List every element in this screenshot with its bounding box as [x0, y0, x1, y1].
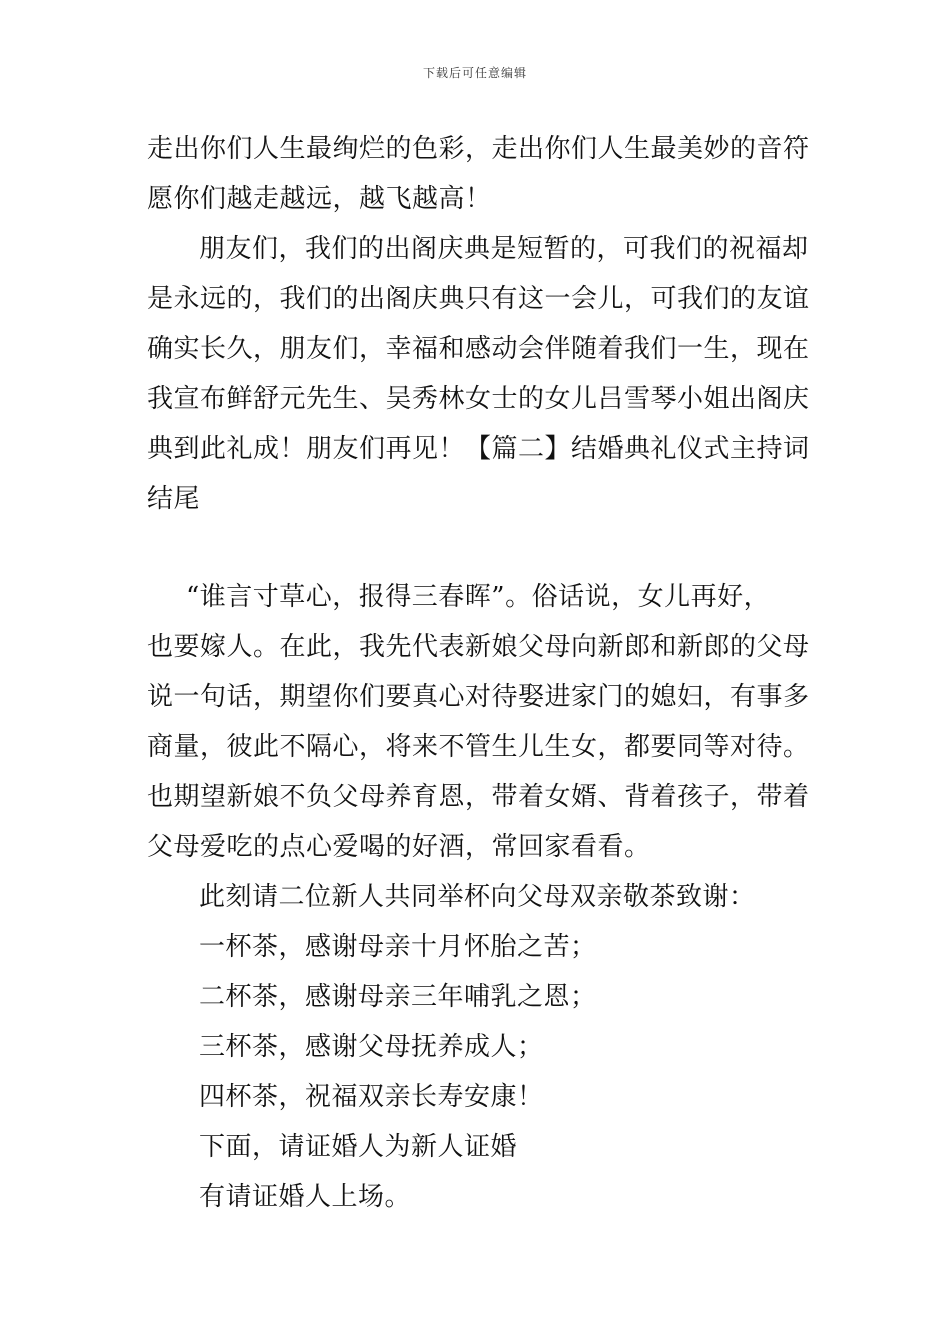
text-line: “谁言寸草心，报得三春晖”。俗话说，女儿再好，: [186, 582, 771, 612]
text-line: 朋友们，我们的出阁庆典是短暂的，可我们的祝福却: [199, 234, 809, 264]
tea-ceremony-list: [147, 872, 807, 1222]
list-line: 一杯茶，感谢母亲十月怀胎之苦；: [199, 932, 597, 962]
text-line: 也要嫁人。在此，我先代表新娘父母向新郎和新郎的父母: [147, 632, 810, 662]
text-line: 结尾: [147, 484, 201, 514]
text-line: 确实长久，朋友们，幸福和感动会伴随着我们一生，现在: [147, 334, 810, 364]
text-line: 愿你们越走越远，越飞越高！: [147, 184, 492, 214]
text-line: 我宣布鲜舒元先生、吴秀林女士的女儿吕雪琴小姐出阁庆: [147, 384, 810, 414]
text-line: 商量，彼此不隔心，将来不管生儿生女，都要同等对待。: [147, 732, 810, 762]
text-line: 说一句话，期望你们要真心对待娶进家门的媳妇，有事多: [147, 682, 810, 712]
paragraph-2: [147, 224, 810, 524]
text-line: 也期望新娘不负父母养育恩，带着女婿、背着孩子，带着: [147, 782, 810, 812]
text-line: 是永远的，我们的出阁庆典只有这一会儿，可我们的友谊: [147, 284, 810, 314]
list-line: 二杯茶，感谢母亲三年哺乳之恩；: [199, 982, 597, 1012]
list-line: 下面，请证婚人为新人证婚: [199, 1132, 518, 1162]
text-line: 走出你们人生最绚烂的色彩，走出你们人生最美妙的音符: [147, 134, 810, 164]
list-line: 此刻请二位新人共同举杯向父母双亲敬茶致谢：: [199, 882, 756, 912]
list-line: 有请证婚人上场。: [199, 1182, 412, 1212]
list-line: 三杯茶，感谢父母抚养成人；: [199, 1032, 544, 1062]
paragraph-1: [147, 124, 810, 224]
list-line: 四杯茶，祝福双亲长寿安康！: [199, 1082, 544, 1112]
text-block-1: [147, 124, 810, 524]
text-block-2: [147, 572, 810, 1222]
text-line: 父母爱吃的点心爱喝的好酒，常回家看看。: [147, 832, 651, 862]
text-line: 典到此礼成！朋友们再见！【篇二】结婚典礼仪式主持词: [147, 434, 810, 464]
page-header: 下载后可任意编辑: [422, 66, 527, 80]
paragraph-3: [147, 572, 810, 872]
